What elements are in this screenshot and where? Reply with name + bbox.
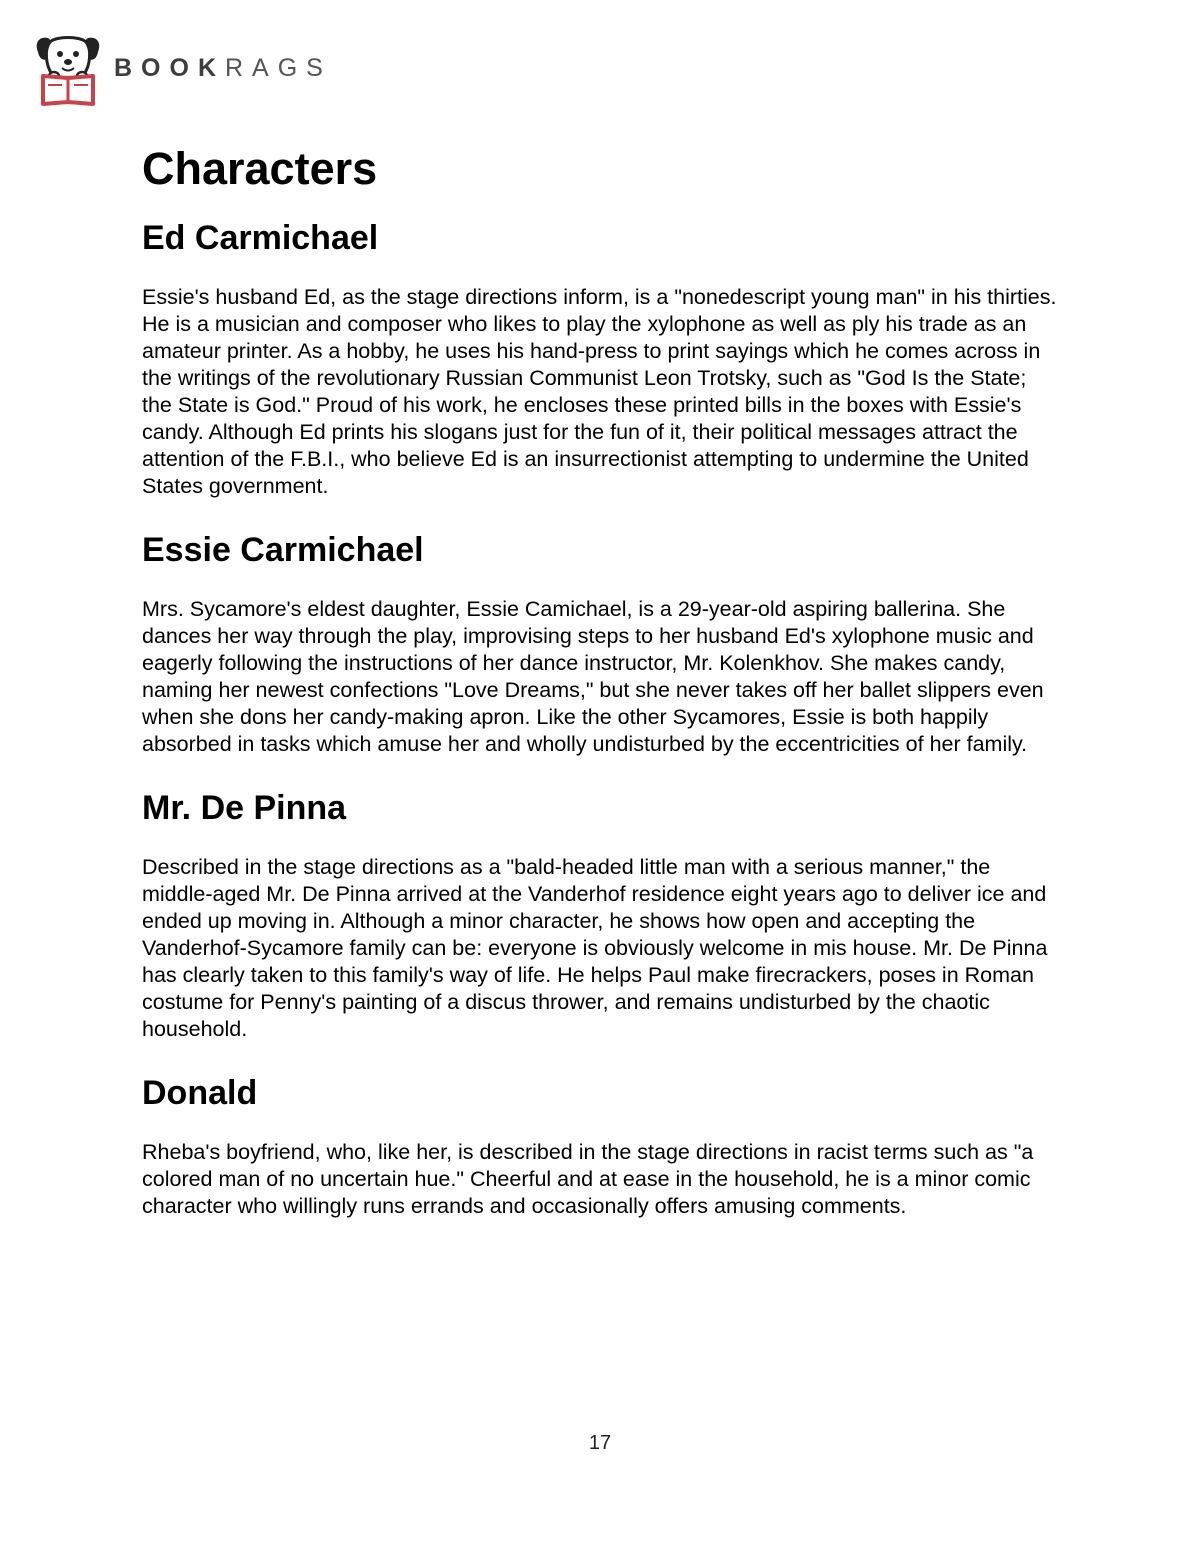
character-heading: Ed Carmichael: [142, 219, 379, 257]
dog-reading-book-icon: [32, 32, 104, 108]
main-content: [142, 138, 1062, 1246]
character-heading: Mr. De Pinna: [142, 789, 347, 827]
page-number: 17: [588, 1432, 612, 1454]
character-section: [142, 526, 1062, 758]
character-description: Mrs. Sycamore's eldest daughter, Essie Camichael, is a 29-year-old aspiring ballerina. She dances her way through the play, improvising steps to her husband Ed's xylophone music and eagerly following the instructions of her dance instructor, Mr. Kolenkhov. She makes candy, naming her newest confections "Love Dreams," but she never takes off her ballet slippers even when she dons her candy-making apron. Like the other Sycamores, Essie is both happily absorbed in tasks which amuse her and wholly undisturbed by the eccentricities of her family.: [142, 597, 1044, 756]
character-heading: Essie Carmichael: [142, 531, 424, 569]
character-section: [142, 784, 1062, 1043]
brand-bold: BOOK: [114, 53, 225, 82]
character-heading: Donald: [142, 1074, 258, 1112]
character-section: [142, 214, 1062, 500]
character-description: Described in the stage directions as a "bald-headed little man with a serious manner," the middle-aged Mr. De Pinna arrived at the Vanderhof residence eight years ago to deliver ice and ended up moving in. Although a minor character, he shows how open and accepting the Vanderhof-Sycamore family can be: everyone is obviously welcome in mis house. Mr. De Pinna has clearly taken to this family's way of life. He helps Paul make firecrackers, poses in Roman costume for Penny's painting of a discus thrower, and remains undisturbed by the chaotic household.: [142, 855, 1048, 1041]
character-description: Rheba's boyfriend, who, like her, is described in the stage directions in racist terms such as "a colored man of no uncertain hue." Cheerful and at ease in the household, he is a minor comic character who willingly runs errands and occasionally offers amusing comments.: [142, 1140, 1034, 1218]
brand-wordmark: [114, 54, 332, 83]
bookrags-logo[interactable]: [32, 32, 332, 108]
page-title: Characters: [142, 143, 378, 194]
brand-light: RAGS: [225, 53, 332, 82]
character-description: Essie's husband Ed, as the stage directions inform, is a "nonedescript young man" in his thirties. He is a musician and composer who likes to play the xylophone as well as ply his trade as an amateur printer. As a hobby, he uses his hand-press to print sayings which he comes across in the writings of the revolutionary Russian Communist Leon Trotsky, such as "God Is the State; the State is God." Proud of his work, he encloses these printed bills in the boxes with Essie's candy. Although Ed prints his slogans just for the fun of it, their political messages attract the attention of the F.B.I., who believe Ed is an insurrectionist attempting to undermine the United States government.: [142, 285, 1057, 498]
character-section: [142, 1069, 1062, 1220]
